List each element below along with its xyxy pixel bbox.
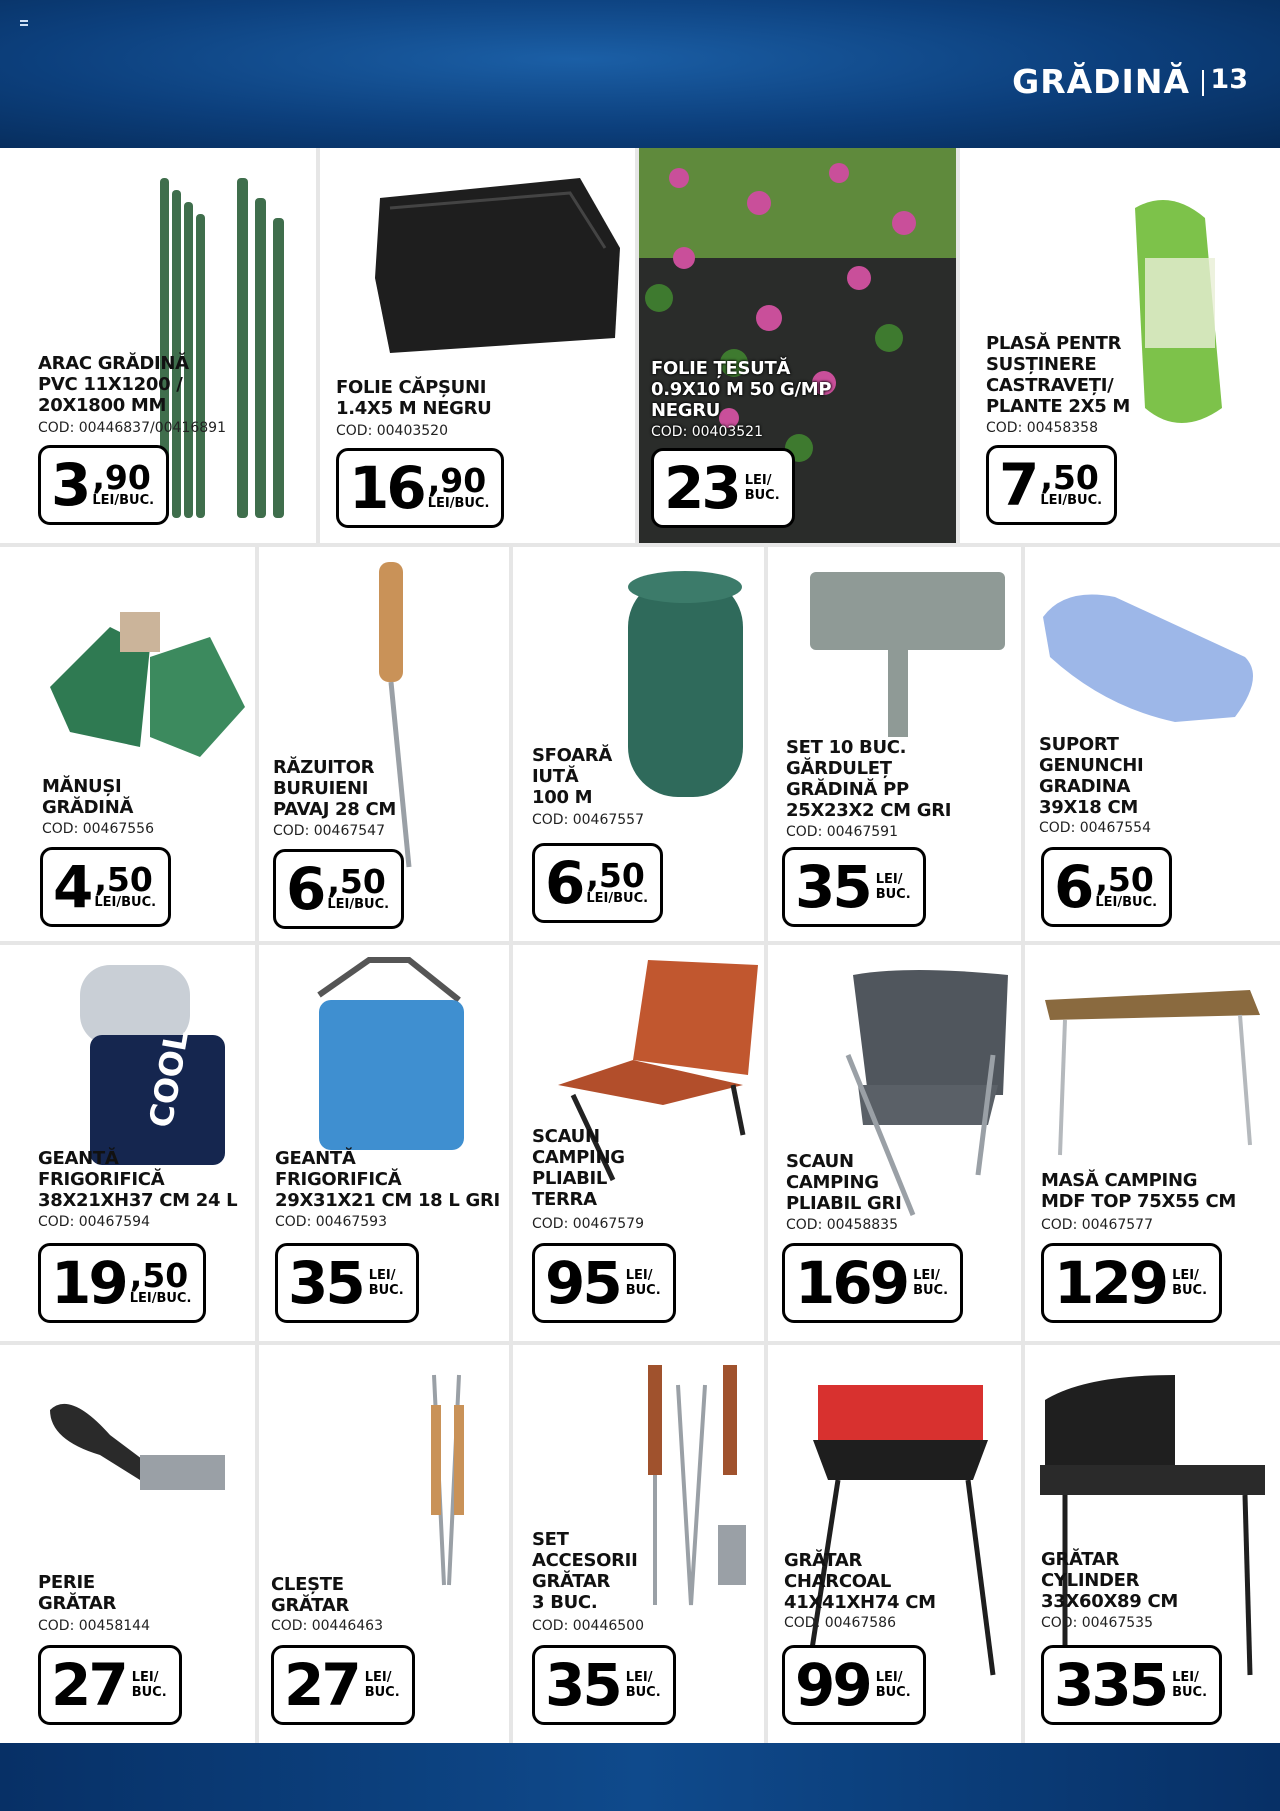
page-footer [0, 1743, 1280, 1811]
price-tag: 16 , 90 LEI/BUC. [336, 448, 504, 528]
price-tag: 6 , 50 LEI/BUC. [273, 849, 404, 929]
product-code: COD: 00403520 [336, 423, 448, 439]
product-code: COD: 00467594 [38, 1214, 150, 1230]
product-grid [0, 148, 1280, 1743]
product-name: FOLIE CĂPȘUNI 1.4X5 M NEGRU [336, 377, 492, 419]
product-code: COD: 00467577 [1041, 1217, 1153, 1233]
product-card[interactable] [0, 1345, 255, 1743]
product-card[interactable] [259, 1345, 509, 1743]
product-code: COD: 00446500 [532, 1618, 644, 1634]
product-code: COD: 00446463 [271, 1618, 383, 1634]
price-tag: 7 , 50 LEI/BUC. [986, 445, 1117, 525]
price-tag: 99 LEI/ BUC. [782, 1645, 926, 1725]
product-name: MASĂ CAMPING MDF TOP 75X55 CM [1041, 1170, 1237, 1212]
price-tag: 35 LEI/ BUC. [275, 1243, 419, 1323]
price-tag: 19 , 50 LEI/BUC. [38, 1243, 206, 1323]
product-code: COD: 00458144 [38, 1618, 150, 1634]
price-tag: 23 LEI/ BUC. [651, 448, 795, 528]
section-title: GRĂDINĂ [1012, 62, 1190, 101]
product-name: PERIE GRĂTAR [38, 1572, 117, 1614]
price-tag: 35 LEI/ BUC. [532, 1645, 676, 1725]
product-name: FOLIE ȚESUTĂ 0.9X10 M 50 G/MP NEGRU [651, 358, 832, 421]
product-card[interactable] [639, 148, 956, 543]
price-tag: 27 LEI/ BUC. [38, 1645, 182, 1725]
product-card[interactable] [1025, 1345, 1280, 1743]
product-code: COD: 00403521 [651, 424, 763, 440]
product-code: COD: 00467556 [42, 821, 154, 837]
product-code: COD: 00467554 [1039, 820, 1151, 836]
price-tag: 335 LEI/ BUC. [1041, 1645, 1222, 1725]
price-tag: 6 , 50 LEI/BUC. [1041, 847, 1172, 927]
product-card[interactable] [960, 148, 1280, 543]
product-name: ARAC GRĂDINĂ PVC 11X1200 / 20X1800 MM [38, 353, 189, 416]
product-card[interactable] [513, 1345, 764, 1743]
product-name: GEANTĂ FRIGORIFICĂ 38X21XH37 CM 24 L [38, 1148, 238, 1211]
header-divider [1202, 70, 1204, 96]
product-code: COD: 00467586 [784, 1615, 896, 1631]
product-card[interactable] [768, 945, 1021, 1341]
product-card[interactable] [0, 148, 316, 543]
price-tag: 4 , 50 LEI/BUC. [40, 847, 171, 927]
product-name: GRĂTAR CYLINDER 33X60X89 CM [1041, 1549, 1178, 1612]
page-header [0, 0, 1280, 148]
product-name: SFOARĂ IUTĂ 100 M [532, 745, 612, 808]
product-name: SCAUN CAMPING PLIABIL GRI [786, 1151, 902, 1214]
product-name: SCAUN CAMPING PLIABIL TERRA [532, 1126, 625, 1210]
price-tag: 169 LEI/ BUC. [782, 1243, 963, 1323]
menu-icon[interactable] [20, 20, 28, 26]
product-name: CLEȘTE GRĂTAR [271, 1574, 350, 1616]
product-code: COD: 00458358 [986, 420, 1098, 436]
product-code: COD: 00467557 [532, 812, 644, 828]
svg-text:COOL: COOL [141, 1027, 197, 1131]
product-code: COD: 00467547 [273, 823, 385, 839]
product-code: COD: 00467579 [532, 1216, 644, 1232]
product-name: RĂZUITOR BURUIENI PAVAJ 28 CM [273, 757, 396, 820]
product-code: COD: 00467593 [275, 1214, 387, 1230]
product-name: PLASĂ PENTR SUSȚINERE CASTRAVEȚI/ PLANTE 2X5 M [986, 333, 1131, 417]
product-code: COD: 00467591 [786, 824, 898, 840]
product-name: MĂNUȘI GRĂDINĂ [42, 776, 134, 818]
product-card[interactable] [1025, 945, 1280, 1341]
price-tag: 3 , 90 LEI/BUC. [38, 445, 169, 525]
product-card[interactable] [0, 945, 255, 1341]
page-number: 13 [1210, 64, 1248, 95]
price-tag: 95 LEI/ BUC. [532, 1243, 676, 1323]
product-name: GRĂTAR CHARCOAL 41X41XH74 CM [784, 1550, 936, 1613]
product-code: COD: 00458835 [786, 1217, 898, 1233]
price-tag: 129 LEI/ BUC. [1041, 1243, 1222, 1323]
product-name: SET ACCESORII GRĂTAR 3 BUC. [532, 1529, 638, 1613]
product-name: SUPORT GENUNCHI GRADINA 39X18 CM [1039, 734, 1144, 818]
price-tag: 35 LEI/ BUC. [782, 847, 926, 927]
product-name: GEANTĂ FRIGORIFICĂ 29X31X21 CM 18 L GRI [275, 1148, 500, 1211]
product-card[interactable] [1025, 547, 1280, 941]
product-card[interactable] [320, 148, 635, 543]
price-tag: 27 LEI/ BUC. [271, 1645, 415, 1725]
product-code: COD: 00446837/00416891 [38, 420, 226, 436]
product-card[interactable] [0, 547, 255, 941]
price-tag: 6 , 50 LEI/BUC. [532, 843, 663, 923]
product-card[interactable] [513, 547, 764, 941]
product-code: COD: 00467535 [1041, 1615, 1153, 1631]
product-name: SET 10 BUC. GĂRDULEȚ GRĂDINĂ PP 25X23X2 CM GRI [786, 737, 952, 821]
product-card[interactable] [768, 547, 1021, 941]
product-card[interactable] [513, 945, 764, 1341]
product-card[interactable] [259, 547, 509, 941]
product-card[interactable] [768, 1345, 1021, 1743]
product-card[interactable] [259, 945, 509, 1341]
